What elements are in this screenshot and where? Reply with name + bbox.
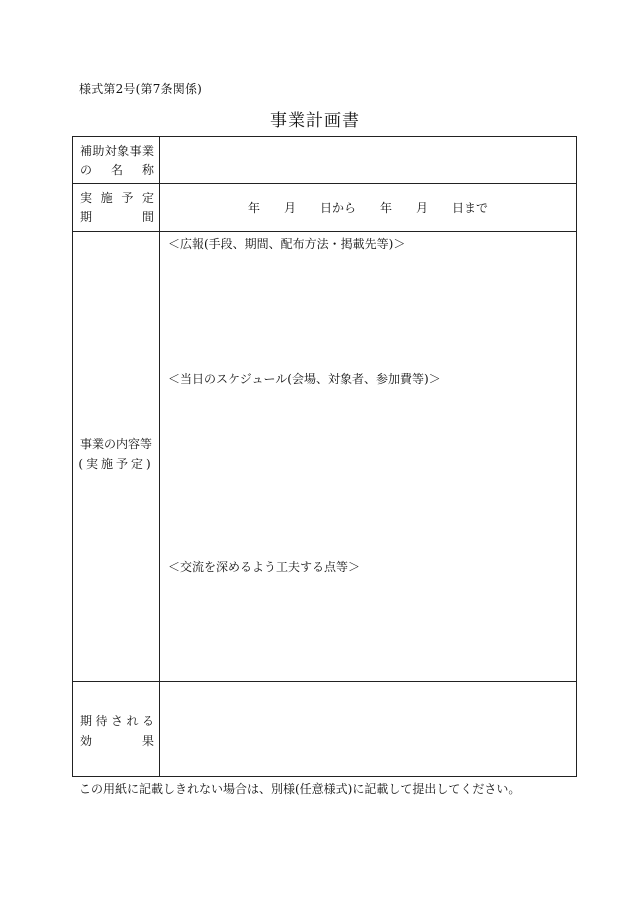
period-field[interactable] [160, 184, 576, 231]
schedule-section-heading: ＜当日のスケジュール(会場、対象者、参加費等)＞ [168, 372, 441, 386]
effects-label [73, 682, 160, 776]
period-label-line2: 期 間 [80, 210, 154, 224]
content-field[interactable] [160, 232, 576, 681]
exchange-section-heading: ＜交流を深めるよう工夫する点等＞ [168, 560, 361, 574]
project-name-field[interactable] [160, 137, 576, 183]
project-name-label-line1: 補 助 対 象 事 業 [80, 144, 154, 158]
row-content [73, 232, 576, 682]
effects-label-line1: 期 待 さ れ る [80, 714, 154, 728]
plan-form-table [72, 136, 577, 777]
content-label [73, 232, 160, 681]
effects-label-line2: 効 果 [80, 734, 154, 748]
row-project-name [73, 137, 576, 184]
form-number: 様式第2号(第7条関係) [79, 82, 203, 96]
content-label-line1: 事業の内容等 [79, 437, 152, 451]
effects-field[interactable] [160, 682, 576, 776]
footnote: この用紙に記載しきれない場合は、別様(任意様式)に記載して提出してください。 [79, 782, 521, 796]
period-label-line1: 実 施 予 定 [80, 191, 154, 205]
row-expected-effects [73, 682, 576, 776]
document-title: 事業計画書 [270, 111, 360, 131]
publicity-section-heading: ＜広報(手段、期間、配布方法・掲載先等)＞ [168, 237, 406, 251]
content-label-line2: (実施予定) [78, 457, 154, 471]
project-name-label-line2: の 名 称 [80, 163, 154, 177]
row-period [73, 184, 576, 232]
period-date-range-text: 年 月 日から 年 月 日まで [247, 201, 488, 215]
period-label [73, 184, 160, 231]
project-name-label [73, 137, 160, 183]
